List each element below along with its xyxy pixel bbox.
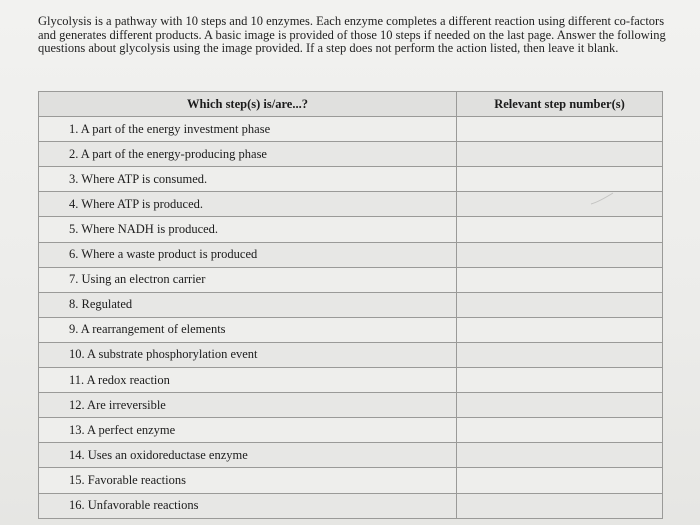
answer-cell[interactable] [457, 493, 663, 518]
table-row [39, 117, 663, 142]
question-cell: 9. A rearrangement of elements [39, 317, 457, 342]
table-row [39, 342, 663, 367]
step-number-column-header: Relevant step number(s) [457, 92, 663, 117]
answer-cell[interactable] [457, 292, 663, 317]
answer-cell[interactable] [457, 443, 663, 468]
answer-cell[interactable] [457, 393, 663, 418]
table-row [39, 217, 663, 242]
question-cell: 11. A redox reaction [39, 368, 457, 393]
answer-cell[interactable] [457, 192, 663, 217]
table-row [39, 468, 663, 493]
answer-cell[interactable] [457, 342, 663, 367]
answer-cell[interactable] [457, 167, 663, 192]
table-row [39, 192, 663, 217]
question-cell: 4. Where ATP is produced. [39, 192, 457, 217]
question-cell: 12. Are irreversible [39, 393, 457, 418]
instructions-paragraph: Glycolysis is a pathway with 10 steps and 10 enzymes. Each enzyme completes a different reaction using different co-factors and generates different products. A basic image is provided of those 10 steps if needed on the last page. Answer the following questions about glycolysis using the image provided. If a step does not perform the action listed, then leave it blank. [38, 14, 666, 55]
question-column-header: Which step(s) is/are...? [39, 92, 457, 117]
question-cell: 1. A part of the energy investment phase [39, 117, 457, 142]
answer-cell[interactable] [457, 418, 663, 443]
table-row [39, 493, 663, 518]
question-cell: 6. Where a waste product is produced [39, 242, 457, 267]
answer-cell[interactable] [457, 368, 663, 393]
question-cell: 3. Where ATP is consumed. [39, 167, 457, 192]
question-cell: 5. Where NADH is produced. [39, 217, 457, 242]
answer-cell[interactable] [457, 317, 663, 342]
table-row [39, 393, 663, 418]
answer-cell[interactable] [457, 142, 663, 167]
table-row [39, 167, 663, 192]
answer-cell[interactable] [457, 242, 663, 267]
table-row [39, 317, 663, 342]
question-cell: 10. A substrate phosphorylation event [39, 342, 457, 367]
answer-cell[interactable] [457, 267, 663, 292]
question-cell: 15. Favorable reactions [39, 468, 457, 493]
question-cell: 14. Uses an oxidoreductase enzyme [39, 443, 457, 468]
answer-cell[interactable] [457, 468, 663, 493]
table-row [39, 267, 663, 292]
pen-stroke-mark [590, 192, 614, 206]
table-row [39, 418, 663, 443]
table-row [39, 242, 663, 267]
table-row [39, 142, 663, 167]
table-row [39, 443, 663, 468]
table-row [39, 292, 663, 317]
glycolysis-question-table [38, 91, 663, 519]
question-cell: 2. A part of the energy-producing phase [39, 142, 457, 167]
question-cell: 16. Unfavorable reactions [39, 493, 457, 518]
table-row [39, 368, 663, 393]
question-cell: 13. A perfect enzyme [39, 418, 457, 443]
table-header-row [39, 92, 663, 117]
answer-cell[interactable] [457, 217, 663, 242]
question-cell: 8. Regulated [39, 292, 457, 317]
answer-cell[interactable] [457, 117, 663, 142]
question-cell: 7. Using an electron carrier [39, 267, 457, 292]
